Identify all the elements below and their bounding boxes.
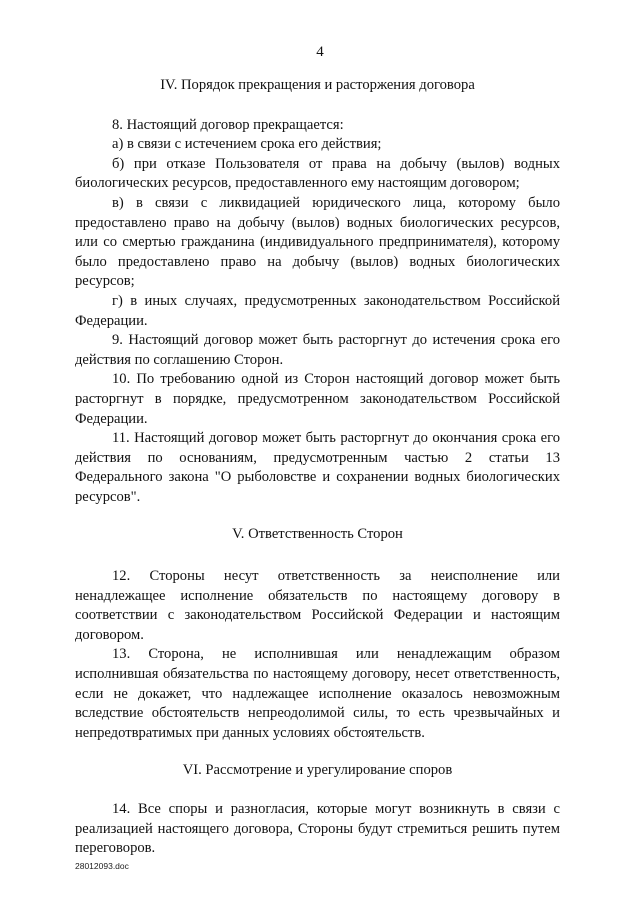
clause-8d: г) в иных случаях, предусмотренных законодательством Российской Федерации.: [75, 292, 560, 329]
document-body: [75, 72, 560, 859]
clause-13: 13. Сторона, не исполнившая или ненадлежащим образом исполнившая обязательства по настоящему договору, несет ответственность, если не докажет, что надлежащее исполнение оказалось невозможным вследствие обстоятельств непреодолимой силы, то есть чрезвычайных и непредотвратимых при данных условиях обстоятельств.: [75, 646, 560, 741]
clause-14: 14. Все споры и разногласия, которые могут возникнуть в связи с реализацией настоящего договора, Стороны будут стремиться решить путем переговоров.: [75, 801, 560, 857]
section-heading-liability: V. Ответственность Сторон: [232, 526, 403, 543]
section-heading-disputes: VI. Рассмотрение и урегулирование споров: [182, 762, 453, 779]
clause-8: 8. Настоящий договор прекращается:: [112, 116, 344, 133]
section-heading-termination: IV. Порядок прекращения и расторжения договора: [160, 77, 475, 93]
clause-8b: б) при отказе Пользователя от права на добычу (вылов) водных биологических ресурсов, предоставленного ему настоящим договором;: [75, 155, 560, 192]
clause-8a: а) в связи с истечением срока его действия;: [112, 136, 382, 153]
clause-9: 9. Настоящий договор может быть расторгнут до истечения срока его действия по соглашению Сторон.: [75, 332, 560, 368]
clause-11: 11. Настоящий договор может быть расторгнут до окончания срока его действия по основаниям, предусмотренным частью 2 статьи 13 Федерального закона "О рыболовстве и сохранении водных биологических ресурсов".: [75, 430, 560, 505]
clause-8c: в) в связи с ликвидацией юридического лица, которому было предоставлено право на добычу (вылов) водных биологических ресурсов, или со смертью гражданина (индивидуального предпринимателя), которому было предоставлено право на добычу (вылов) водных биологических ресурсов;: [75, 194, 560, 290]
page-number: 4: [316, 44, 324, 60]
footer-filename: 28012093.doc: [75, 861, 129, 871]
clause-12: 12. Стороны несут ответственность за неисполнение или ненадлежащее исполнение обязательств по настоящему договору в соответствии с законодательством Российской Федерации и настоящим договором.: [75, 568, 560, 643]
clause-10: 10. По требованию одной из Сторон настоящий договор может быть расторгнут в порядке, предусмотренном законодательством Российской Федерации.: [75, 371, 560, 427]
